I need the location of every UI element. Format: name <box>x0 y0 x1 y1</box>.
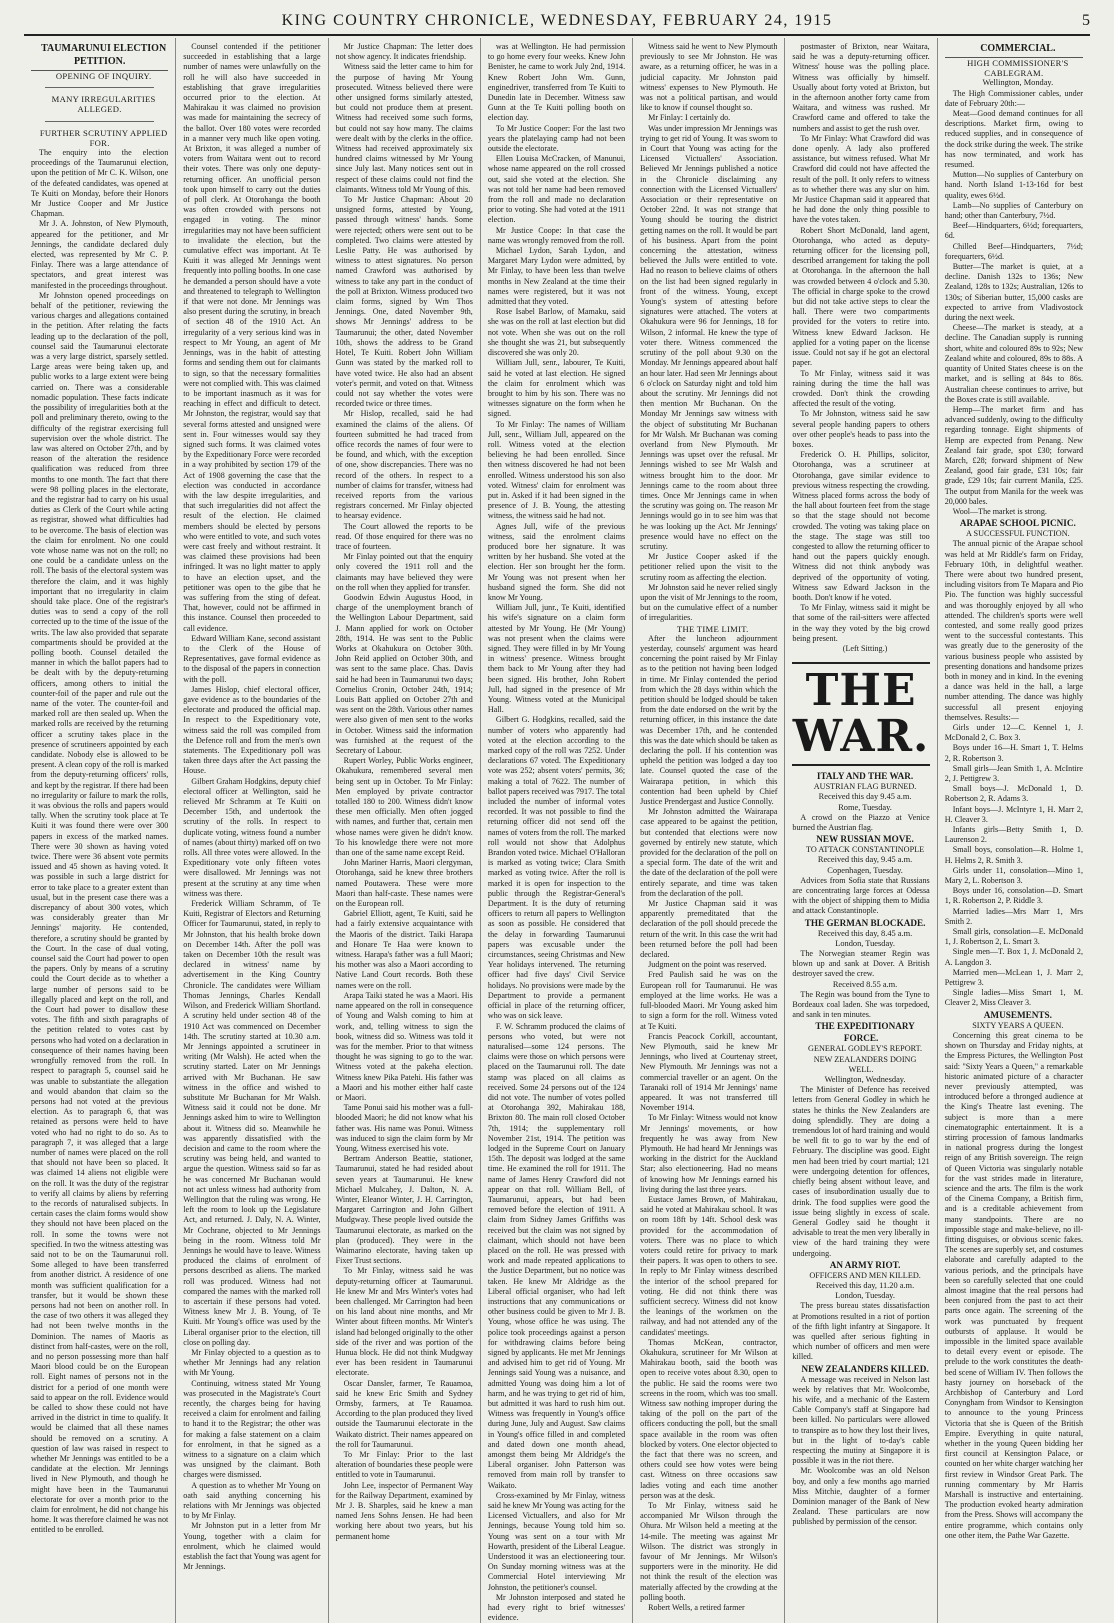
paragraph: Cheese—The market is steady, at a decline. The Canadian supply is running short, white and coloured 89s to 92s; New Zealand white and coloured, 89s to 88s. A quantity of United States cheese is on the market, and is selling at 84s to 86s. Australian cheese continues to arrive, but the Boxes crate is still available. <box>944 323 1083 404</box>
paragraph: Ellen Louisa McCracken, of Manunui, whose name appeared on the roll crossed out, said she voted at the election. She was not told her name had been removed from the roll and made no declaration prior to voting. She had voted at the 1911 election. <box>487 154 626 225</box>
paragraph: Rupert Worley, Public Works engineer, Okahukura, remembered several men being sent up in October. To Mr Finlay: Men employed by private contractor totalled 180 to 200. Witness didn't know these men officially. Men often jogged with names, and further that, certain men whose names were given he didn't know. To his knowledge there were not more than one of the same name except Reid. <box>335 756 473 858</box>
column-5 <box>633 38 785 1623</box>
paragraph: Thomas McKean, contractor, Okahukura, scrutineer for Mr Wilson at Mahirakau booth, said the booth was open to receive votes about 8.30, open to the public. He said the rooms were two screens in the room, which was too small. Witness saw nothing improper during the taking of the poll on the part of the officers conducting the poll, but the small space available in the room was often blocked by voters. One elector objected to the fact that there was no screen, and others could see how votes were being cast. Witness on three occasions saw ladies voting and each time another person was at the desk. <box>640 1337 778 1500</box>
war-subhead: AUSTRIAN FLAG BURNED. <box>813 782 917 792</box>
paragraph: F. W. Schramm produced the claims of persons who voted, but were not naturalised—some 124 persons. The claims were those on which persons were placed on the Taumarunui roll. The date stamp was placed on all claims as received. Some 24 persons out of the 124 did not vote. The number of votes polled at Otorohanga 392, Mahirakau 188, Brixton 80. The main roll closed October 7th, 1914; the supplementary roll November 21st, 1914. The petition was lodged in the Supreme Court on January 15th. The deposit was lodged at the same time. He examined the roll for 1911. The name of James Henry Crawford did not appear on that roll. William Bell, of Taumarunui, appears, but had been removed before the election of 1911. A claim from Sidney James Griffiths was received but the claim was not signed by claimant, which should not have been placed on the roll. He was pressed with work and made repeated applications to the Justice Department, but no notice was taken. He knew Mr Aldridge as the Liberal official organiser, who had left instructions that any communications or other business could be given to Mr J. B. Young, whose office he was using. The police took proceedings against a person for withdrawing claims before being signed by applicants. He met Mr Jennings and advised him to get rid of Young. Mr Jennings said Young was a nuisance, and admitted Young was doing him a lot of harm, and he was trying to get rid of him, but admitted it was hard to rush him out. Witness was frequently in Young's office during June, July and August. Saw claims in Young's office filled in and completed and dated down one month ahead, amongst them being Mr Aldridge's the Liberal organiser. John Patterson was removed from main roll by transfer to Waikato. <box>487 1021 626 1490</box>
paragraph: Mr Justice Chapman: The letter does not show agency. It indicates friendship. <box>335 42 473 62</box>
war-subhead: THE GERMAN BLOCKADE. <box>804 917 926 928</box>
paragraph: Advices from Sofia state that Russians are concentrating large forces at Odessa with the object of shipping them to Midia and attack Constantinople. <box>792 875 930 916</box>
war-subhead: THE EXPEDITIONARY FORCE. <box>815 1021 915 1044</box>
war-subhead: NEW ZEALANDERS KILLED. <box>801 1363 929 1374</box>
paragraph: Judgment on the point was reserved. <box>648 960 767 970</box>
paragraph: To Mr Justice Chapman: About 20 unsigned forms, attested by Young, passed through witness' hands. Some were rejected; others were sent out to be completed. Two claims were attested by Leslie Patty. He was authorised by witness to attest signatures. No person named Crawford was authorised by witness to take any part in the conduct of the poll at Brixton. Witness produced two claim forms, signed by Wm Thos Jennings. One, dated November 9th, shows Mr Jennings' address to be Taumarunui; the other, dated November 10th, shows the address to be Grand Hotel, Te Kuiti. Robert John William Gunn was stated by the marked roll to have voted twice. He also had an absent voter's permit, and voted on that. Witness could not say whether the votes were recorded twice or three times. <box>335 195 473 409</box>
paragraph: Agnes Jull, wife of the previous witness, said the enrolment claims produced bore her signature. It was written by her husband. She voted at the election. Her son brought her the form. Mr Young was not present when her husband signed the form. She did not know Mr Young. <box>487 521 626 602</box>
paragraph: Witness said the letter came to him for the purpose of having Mr Young prosecuted. Witness believed there were other unsigned forms similarly attested, but could not produce them at present. Witness had received some such forms, but could not say how many. The claims were dealt with by the clerks in the office. Witness had received approximately six hundred claims witnessed by Mr Young since July last. Many notices sent out in respect of these claims could not find the claimants. Witness told Mr Young of this. <box>335 62 473 194</box>
dateline: London, Tuesday. <box>835 938 895 948</box>
result-line: Infant boys—J. McIntyre 1, H. Marr 2, H. Cleaver 3. <box>944 804 1083 824</box>
paragraph: Mr Johnston interposed and stated he had every right to brief witnesses' evidence. <box>487 1592 626 1623</box>
dateline: Rome, Tuesday. <box>838 802 892 812</box>
paragraph: Mr Johnston opened proceedings on behalf of the petitioner, reviewing the various charges and allegations contained in the petition. After relating the facts leading up to the declaration of the poll, counsel said the Taumarunui electorate was a very large district, sparsely settled. Large areas were being taken up, and public works to a large extent were being carried on. There was a considerable nomadic population. These facts indicate the possibility of irregularities both at the poll and preliminary thereto, owing to the difficulty of the registrar exercising full supervision over the whole district. The law was altered on October 27th, and by reason of the alteration the residence qualification was reduced from three months to one month. The fact that there were 98 polling places in the electorate, and the registrar had to carry on his usual duties as Clerk of the Court while acting as registrar, showed what difficulties had to be overcome. The basis of election was the claim for enrolment. No one could vote whose name was not on the roll; no one could be a candidate unless on the roll. The basis of the electoral system was therefore the claim, and it was highly important that no irregularity in claim should take place. One of the registrar's duties was to send a copy of the roll corrected up to the time of the issue of the writs. The law also provided that separate compartments should be provided at the polling booth. Counsel detailed the manner in which the ballot papers had to be dealt with by the deputy-returning officers, among others to initial the counter-foil of the paper and rule out the name of the voter. The counter-foil and marked roll are then sealed up. When the marked rolls are received by the returning officer a scrutiny takes place in the presence of scrutineers appointed by each candidate. Nobody else is allowed to be present. A clean copy of the roll is marked from the deputy-returning officers' rolls, and kept by the registrar. If there had been no irregularity or failure to mark the rolls, it was obvious the rolls and papers would tally. When the scrutiny took place at Te Kuiti it was found there were over 300 papers in excess of the marked names. There were 30 shown as having voted twice. There were 36 absent vote permits issued and 45 shown as having voted. It was possible in such a large district for error to take place to a greater extent than usual, but in the present case there was a discrepancy of about 300 votes, which was considerably greater than Mr Jennings' majority. He contended, therefore, a scrutiny should be granted by the Court. In the case of dual voting, counsel said the Court had power to open the papers. Only by means of a scrutiny could the Court decide as to whether a large number of persons said to be illegally placed and kept on the roll, and the Court had power to disallow these votes. The fifth and sixth paragraphs of the petition related to votes cast by persons who had voted on a declaration in consequence of their names having been wrongfully removed from the roll. In respect to paragraph 5, counsel said he was unable to substantiate the allegation and would abandon that claim so the persons had not voted at the previous election. As to paragraph 6, that was retained as persons were held to have voted who had no right to do so. As to paragraph 7, it was alleged that a large number of names were placed on the roll that should not have been so placed. It was claimed 14 aliens not eligible were on the roll. It was the duty of the registrar to verify all claims by aliens by referring to the records of naturalised subjects. In certain cases the claim forms would show they should not have been placed on the roll. In some the towns were not specified. In two the witness attesting was said not to be on the Taumarunui roll. Some alleged to have been transferred from another district. A residence of one month was sufficient qualification for a transfer, but it would be shown these persons had not been on another roll. In the case of two others it was alleged they had not been twelve months in the Dominion. The names of Maoris as distinct from half-castes, were on the roll, and no person possessing more than half Maori blood could be on the European roll. Eight names of persons not in the district for a period of one month were said to appear on the roll. Evidence would be called to show these could not have arrived in the district in time to qualify. It would be claimed that all these names should be removed on a scrutiny. A question of law was raised in respect to whether Mr Jennings was entitled to be a candidate at the election. Mr Jennings lived in New Plymouth, and though he might have been in the Taumarunui electorate for over a month prior to the claim for enrolment, he did not change his home. It was therefore claimed he was not entitled to be enrolled. <box>31 290 169 1535</box>
war-section-banner <box>792 662 929 766</box>
paragraph: Butter—The market is quiet, at a decline. Danish 132s to 136s; New Zealand, 128s to 132s; Australian, 126s to 130s; of Siberian butter, 15,000 casks are expected to arrive from Vladivostock during the next week. <box>944 262 1083 323</box>
article-headline: TAUMARUNUI ELECTION PETITION. <box>31 42 168 71</box>
paragraph: The press bureau states dissatisfaction at Promotions resulted in a riot of portion of the fifth light infantry at Singapore. It was quelled after serious fighting in which number of officers and men were killed. <box>792 1301 930 1362</box>
paragraph: William Jull, senr., labourer, Te Kuiti, said he voted at last election. He signed the claim for enrolment which was brought to him by his son. There was no witnesses signature on the form when he signed. <box>487 358 626 419</box>
paragraph: Was under impression Mr Jennings was trying to get rid of Young. It was sworn to in Court that Young was acting for the Licensed Victuallers' Association. Believed Mr Jennings published a notice in the Chronicle disclaiming any connection with the Licensed Victuallers' Association or their representative on October 22nd. It was not strange that Young should be touring the district getting names on the roll. It would be part of his business. Apart from the point concerning the attestation, witness believed the Julls were entitled to vote. Had no reason to believe claims of others on the list had been signed regularly in front of the witness. Young, except Young's system of attesting before signatures were attached. The voters at Okahukura were 96 for Jennings, 18 for Wilson, 2 informal. He knew the type of voter there. Witness commenced the scrutiny of the poll about 9.30 on the Monday. Mr Jennings appeared about half an hour later. Had seen Mr Jennings about 6 o'clock on Saturday night and told him about the scrutiny. Mr Jennings did not then mention Mr Buchanan. On the Monday Mr Jennings saw witness with the object of substituting Mr Buchanan for Mr Walsh. Mr Buchanan was coming overland from New Plymouth. Mr Jennings was upset over the refusal. Mr Jennings wished to see Mr Walsh and witness brought him to the door. Mr Jennings came to the room about three times. Once Mr Jennings came in when the scrutiny was going on. The reason Mr Jennings would go in to see him was that he was looking up the Act. Mr Jennings' presence would have no effect on the scrutiny. <box>640 123 778 551</box>
paragraph: Concerning this great cinema to be shown on Thursday and Friday nights, at the Empress Pictures, the Wellington Post said: "Sixty Years a Queen," a remarkable historic animated picture of a character never previously attempted, was introduced before a thronged audience at the King's Theatre last evening. The subject is more than a mere cinematographic entertainment. It is a stirring procession of famous landmarks in national progress during the longest reign of any British sovereign. The reign of Queen Victoria was singularly notable for the vast strides made in literature, science and the arts. The film is the work of the Cinema Company, a British firm, and is a creditable achievement from many standpoints. There are no impossible stage and make-believe, no ill-fitting disguises, or obvious scenic fakes. The scenes are superbly set, and costumes elaborate and carefully adapted to the various periods, and the principals have been so carefully selected that one could almost imagine that the real persons had been conjured from the past to act their parts once again. The screening of the work was punctuated by frequent outbursts of applause. It would be impossible in the limited space available to detail every event or episode. The prelude to the work constitutes the death-bed scene of William IV. Then follows the hasty journey on horseback of the Archbishop of Canterbury and Lord Conyngham from Windsor to Kensington to announce to the young Princess Victoria that she is Queen of the British Empire. Everything in quite natural, whether in the young Queen bidding her first council at Kensington Palace, or counted on her white charger watching her first review in Windsor Great Park. The running commentary by Mr Harris Marshall is instructive and entertaining. The production evoked hearty admiration from the Press. Shows will accompany the entire programme, which contains only one other item, the Pathe War Gazette. <box>944 1030 1083 1540</box>
result-line: Small boys, consolation—R. Holme 1, H. Helms 2, R. Smith 3. <box>944 845 1083 865</box>
result-line: Married men—McLean 1, J. Marr 2, Pettigrew 3. <box>944 967 1083 988</box>
paragraph: To Mr Finlay: Witness would not know Mr Jennings' movements, or how frequently he was away from New Plymouth. He had heard Mr Jennings was working in the district for the Auckland Star; also electioneering. Had no means of knowing how Mr Jennings earned his living during the last three years. <box>640 1113 778 1194</box>
paragraph: Eustace James Brown, of Mahirakau, said he voted at Mahirakau school. It was on room 18ft by 14ft. School desk was provided for the accommodation of voters. There was no place to which voters could retire for privacy to mark their papers. It was open to others to see. In reply to Mr Finlay witness described the interior of the school prepared for voting. He did not think there was sufficient secrecy. Witness did not know the leanings of the workmen on the railway, and had not attended any of the candidates' meetings. <box>640 1194 778 1337</box>
paragraph: Mr. Woolcombe was an old Nelson boy, and only a few months ago married Miss Mitchie, daughter of a former Dominion manager of the Bank of New Zealand. These particulars are now published by permission of the censor. <box>792 1466 930 1527</box>
paragraph: Gilbert G. Hodgkins, recalled, said the number of voters who apparently had voted at the election according to the marked copy of the roll was 7252. Under declarations 67 voted. The Expeditionary vote was 252; absent voters' permits, 36; making a total of 7622. The number of ballot papers received was 7917. The total included the number of informal votes recorded. It was not possible to find the returning officer did not send off the names of voters from the roll. The marked roll would not show that Adolphus Brandon voted twice. Michael O'Halloran is marked as voting twice; Clara Smith marked as voting twice. After the roll is marked it is open for inspection to the public through the Registrar-General's Department. It is the duty of returning officers to return all papers to Wellington as soon as possible. He considered that the delay in forwarding Taumarunui papers was excusable under the circumstances, seeing Christmas and New Year holidays intervened. The returning officer had five days' Civil Service holidays. No provisions were made by the Department to provide a permanent official in place of the returning officer, who was on sick leave. <box>487 715 626 1021</box>
paragraph: The Regin was bound from the Tyne to Bordeaux coal laden. She was torpedoed, and sank in ten minutes. <box>792 989 930 1020</box>
paragraph: Rose Isabel Barlow, of Mamaku, said she was on the roll at last election but did not vote. When she was out on the roll she thought she was 21, but subsequently discovered she was only 20. <box>487 307 626 358</box>
commercial-headline: COMMERCIAL. <box>945 42 1083 58</box>
result-line: Single men—T. Box 1, J. McDonald 2, A. Langdon 3. <box>944 947 1083 967</box>
paragraph: A question as to whether Mr Young on oath said anything concerning his relations with Mr Jennings was objected to by Mr Finlay. <box>183 1480 321 1521</box>
picnic-subhead: A SUCCESSFUL FUNCTION. <box>966 529 1070 539</box>
amusements-headline: AMUSEMENTS. <box>983 1009 1052 1020</box>
paragraph: Mr Johnston put in a letter from Mr Young, together with a claim for enrolment, which he claimed would establish the fact that Young was agent for Mr Jennings. <box>183 1521 321 1572</box>
paragraph: Beef—Hindquarters, 6½d; forequarters, 6d. <box>944 221 1083 241</box>
left-sitting-note: (Left Sitting.) <box>842 643 888 653</box>
column-6 <box>785 38 937 1623</box>
paragraph: To Mr Finlay: The names of William Jull, senr., William Jull, appeared on the roll. Witness voted at the election believing he had been enrolled. Since then witness discovered he had not been enrolled. Witness understood his son also voted. Witness' claim for enrolment was put in. Asked if it had been signed in the presence of J. B. Young, the attesting witness, the witness said he had not. <box>487 419 626 521</box>
article-subhead: MANY IRREGULARITIES ALLEGED. <box>51 94 156 115</box>
paragraph: To Mr Finlay: Prior to the last alteration of boundaries these people were entitled to vote in Taumarunui. <box>335 1450 473 1480</box>
paragraph: Lamb—No supplies of Canterbury on hand; other than Canterbury, 7½d. <box>944 200 1083 221</box>
paragraph: Meat—Good demand continues for all descriptions. Market firm, owing to reduced supplies, and in consequence of the dock strike during the week. The strike has now terminated, and work has resumed. <box>944 109 1084 170</box>
paragraph: Robert Wells, a retired farmer <box>648 1603 745 1613</box>
dateline: Wellington, Monday. <box>982 78 1054 88</box>
paragraph: The Court allowed the reports to be read. Of those enquired for there was no trace of fourteen. <box>335 521 473 551</box>
paragraph: The Norwegian steamer Regin was blown up and sank at Dover. A British destroyer saved the crew. <box>792 949 930 979</box>
article-subhead: FURTHER SCRUTINY APPLIED FOR. <box>39 127 168 148</box>
paragraph: Hemp—The market firm and has advanced suddenly, owing to the difficulty regarding tonnage. Eight shipments of Hemp are expected from Penang. New Zealand fair grade, spot £30; forward March, £28; forward shipment of New Zealand, good fair grade, £31 10s; fair grade, £29 10s; fair current Manila, £25. The output from Manila for the week was 20,000 bales. <box>944 404 1083 506</box>
paragraph: Gabriel Elliott, agent, Te Kuiti, said he had a fairly extensive acquaintance with the Maoris of the district. Taiki Harapa and Honare Te Haa were known to witness. Harapa's father was a full Maori; his mother was also a Maori according to Native Land Court records. Both these names were on the roll. <box>335 909 473 990</box>
paragraph: Chilled Beef—Hindquarters, 7½d; forequarters, 6½d. <box>944 241 1083 261</box>
paragraph: William Jull, junr., Te Kuiti, identified his wife's signature on a claim form attested by Mr Young. He (Mr Young) was not present when the claims were signed. They were filled in by Mr Young in witness' presence. Witness brought them back to Mr Young after they had been signed. His brother, John Robert Jull, had signed in the presence of Mr Young. Witness voted at the Municipal Hall. <box>487 603 626 715</box>
newspaper-title: KING COUNTRY CHRONICLE, WEDNESDAY, FEBRUARY 24, 1915 <box>281 12 833 29</box>
war-subhead: NEW RUSSIAN MOVE. <box>816 834 914 845</box>
result-line: Girls under 12—C. Kennel 1, J. McDonald 2, C. Box 3. <box>944 723 1083 743</box>
paragraph: Wool—The market is strong. <box>952 506 1047 516</box>
result-line: Single ladies—Miss Smart 1, M. Cleaver 2, Miss Cleaver 3. <box>944 988 1083 1008</box>
paragraph: After the luncheon adjournment yesterday, counsels' argument was heard concerning the point raised by Mr Finlay as to the petition not having been lodged in time. Mr Finlay contended the period from which the 28 days within which the petition should be lodged should be taken from the date endorsed on the writ by the returning officer, in this instance the date was December 17th, and he contended this was the date which should be taken as declaring the poll. If his contention was upheld the petition was lodged a day too late. Counsel quoted the case of the Wairarapa petition, in which this contention had been upheld by Chief Justice Prendergast and Justice Connolly. <box>640 633 778 807</box>
paragraph: Mr Finlay pointed out that the enquiry only covered the 1911 roll and the claimants may have believed they were on the roll when they applied for transfer. <box>335 552 473 592</box>
war-title: THE WAR. <box>792 665 930 763</box>
paragraph: Continuing, witness stated Mr Young was prosecuted in the Magistrate's Court recently, the charges being for having received a claim for enrolment and failing to hand it to the Registrar; the other was for making a false statement on a claim for enrolment, in that he signed as a witness to a signature on a claim which was unsigned by the claimant. Both charges were dismissed. <box>183 1378 321 1480</box>
war-subhead: GENERAL GODLEY'S REPORT. <box>808 1044 923 1054</box>
paragraph: Mr Justice Chapman said it was apparently premeditated that the declaration of the poll should precede the return of the writ. In this case the writ had been returned before the poll had been declared. <box>640 899 778 960</box>
column-7 <box>938 38 1090 1623</box>
paragraph: Oscar Dansler, farmer, Te Rauamoa, said he knew Eric Smith and Sydney Ormsby, farmers, at Te Rauamoa. According to the plan produced they lived outside the Taumarunui electorate in the Waikato district. Their names appeared on the roll for Taumarunui. <box>335 1378 473 1449</box>
paragraph: Witness said he went to New Plymouth previously to see Mr Johnston. He was aware, as a returning officer, he was in a judicial capacity. Mr Johnston paid witness' expenses to New Plymouth. He was not a political partisan, and would like to know if counsel thought so. <box>640 42 778 113</box>
paragraph: Robert Short McDonald, land agent, Otorohanga, who acted as deputy-returning officer for the licensing poll, described arrangement for taking the poll at Otorohanga. In the afternoon the hall was crowded between 4 o'clock and 5.30. The official in charge spoke to the crowd but did not take active steps to clear the hall. There were two compartments provided for the voters to retire into. Witness knew Edward Jackson. He applied for a voting paper on the license issue. Could not say if he got an electoral paper. <box>792 225 930 368</box>
paragraph: A crowd on the Piazzo at Venice burned the Austrian flag. <box>792 812 930 832</box>
paragraph: Gilbert Graham Hodgkins, deputy chief electoral officer at Wellington, said he relieved Mr Schramm at Te Kuiti on December 15th, and undertook the scrutiny of the rolls. In respect to duplicate voting, witness found a number of names (about thirty) marked off on two rolls. All three votes were allowed. In the Expeditionary vote only fifteen votes were disallowed. Mr Jennings was not present at the scrutiny at any time when witness was there. <box>183 776 321 898</box>
result-line: Small girls, consolation—E. McDonald 1, J. Robertson 2, L. Smart 3. <box>944 927 1083 947</box>
paragraph: Arapa Taiki stated he was a Maori. His name appeared on the roll in consequence of Young and Walsh coming to him at work, and, telling witness to sign the book, witness did so. Witness was told it was for the member. Prior to that witness thought he was signing to go to the war. Witness voted at the pakeha election. Witness knew Pika Patehi. His father was a Maori and his mother either half caste or Maori. <box>335 990 473 1102</box>
masthead <box>24 4 1090 36</box>
paragraph: Mr Johnston admitted the Wairarapa case appeared to be against the petition, but contended that elections were now governed by entirely new statute, which provided for the declaration of the poll on a special form. The date of the writ and the date of the declaration of the poll were entirely separate, and time was taken from the declaration of the poll. <box>640 807 778 898</box>
paragraph: Fred Paulish said he was on the European roll for Taumarunui. He was employed at the lime works. He was a full-blooded Maori. Mr Young asked him to sign a form for the roll. Witness voted at Te Kuiti. <box>640 970 778 1031</box>
dateline: Wellington, Wednesday. <box>824 1075 906 1085</box>
paragraph: To Mr Finlay, witness said it might be that some of the rail-sitters were affected in the way they voted by the big crowd being present. <box>792 603 930 643</box>
paragraph: The High Commissioner cables, under date of February 20th:— <box>944 88 1083 108</box>
column-3 <box>329 38 481 1623</box>
paragraph: Cross-examined by Mr Finlay, witness said he knew Mr Young was acting for the Licensed Victuallers, and also for Mr Jennings, because Young told him so. Young was sent on a tour with Mr Howarth, president of the Liberal League. Understood it was an electioneering tour. On Sunday morning witness was at the Commercial Hotel interviewing Mr Johnston, the petitioner's counsel. <box>487 1490 626 1592</box>
paragraph: The enquiry into the election proceedings of the Taumarunui election, upon the petition of Mr C. K. Wilson, one of the defeated candidates, was opened at Te Kuiti on Monday, before their Honors Mr Justice Cooper and Mr Justice Chapman. <box>31 148 169 219</box>
article-subhead: OPENING OF INQUIRY. <box>55 71 152 81</box>
result-line: Infants girls—Betty Smith 1, D. Laurenson 2. <box>944 825 1083 845</box>
paragraph: postmaster of Brixton, near Waitara, said he was a deputy-returning officer. Witness' house was the polling place. Witness was officially by himself. Usually about forty voted at Brixton, but in the afternoon another forty came from Waitara, and witness was rushed. Mr Crawford came and offered to take the numbers and assist to get the rush over. <box>792 42 930 133</box>
paragraph: To Mr Finlay, witness said it was raining during the time the hall was crowded. Don't think the crowding affected the result of the voting. <box>792 368 930 409</box>
paragraph: Frederick William Schramm, of Te Kuiti, Registrar of Electors and Returning Officer for Taumarunui, stated, in reply to Mr Johnston, that his health broke down on December 14th. After the poll was taken on December 10th the result was declared in witness' name by advertisement in the King Country Chronicle. The candidates were William Thomas Jennings, Charles Kendall Wilson, and Frederick William Shortland. A scrutiny held under section 48 of the 1910 Act was commenced on December 14th. The scrutiny started at 10.30 a.m. Mr Jennings appointed a scrutineer in writing (Mr Walsh). He acted when the scrutiny started. Later on Mr Jennings arrived with Mr Buchanan. He saw witness in the office and wished to substitute Mr Buchanan for Mr Walsh. Witness said it could not be done. Mr Jennings asked him to wire to Wellington about it. Witness did so. Meanwhile he was apparently dissatisfied with the decision and came to the room where the scrutiny was being held, and wanted to argue the question. Witness said so far as he was concerned Mr Buchanan would not act unless witness had authority from Wellington that the ruling was wrong. He left the room to look up the Legislature Act, and returned. J. Daly, N. A. Winter, Mr Cochrane, objected to Mr Jennings being in the room. Witness told Mr Jennings he would have to leave. Witness produced the claims of enrolment of persons described as aliens. The marked roll was produced. Witness had not compared the names with the marked roll to ascertain if these persons had voted. Witness knew Mr J. B. Young, of Te Kuiti. Mr Young's office was used by the Liberal organiser prior to the election, till close on polling day. <box>183 899 321 1347</box>
dateline: Received this day, 9.45 a.m. <box>817 855 913 865</box>
result-line: Boys under 16—H. Smart 1, T. Helms 2, R. Robertson 3. <box>944 743 1083 763</box>
paragraph: Mr Hislop, recalled, said he had examined the claims of the aliens. Of fourteen submitted he had traced from office records the names of four were to be found, and which, with the exception of one, show discrepancies. There was no record of the others. In respect to a number of claims for transfer, witness had received reports from the various registrars concerned. Mr Finlay objected to hearsay evidence. <box>335 409 473 521</box>
divider <box>45 121 154 122</box>
section-subhead: THE TIME LIMIT. <box>676 623 749 634</box>
paragraph: The Minister of Defence has received letters from General Godley in which he states he thinks the New Zealanders are doing splendidly. They are doing a tremendous lot of hard training and would be well fit to go to war by the end of February. The discipline was good. Eight men had been tried by court martial; 121 were undergoing detention for offences, chiefly being absent without leave, and cases of insubordination usually due to drink. The food supplies were good the issue being slightly in excess of scale. General Godley said he thought it advisable to treat the men very liberally in view of the hard training they were undergoing. <box>792 1085 930 1258</box>
paragraph: To Mr Finlay, witness said he was deputy-returning officer at Taumarunui. He knew Mr and Mrs Winter's votes had been challenged. Mr Carrington had been on his land about nine months, and Mr Winter about fifteen months. Mr Winter's island had belonged originally to the other side of the river and was portion of the Hunua block. He did not think Mudgway ever has been resident in Taumarunui electorate. <box>335 1266 473 1378</box>
war-subhead: AN ARMY RIOT. <box>829 1259 901 1270</box>
dateline: Received this day 9.45 a.m. <box>818 792 912 802</box>
paragraph: Mutton—No supplies of Canterbury on hand. North Island 1-13-16d for best quality, ewes 6½d. <box>944 170 1083 200</box>
column-2 <box>176 38 328 1623</box>
page-number: 5 <box>1082 12 1090 29</box>
war-subhead: NEW ZEALANDERS DOING WELL. <box>813 1054 917 1074</box>
paragraph: Counsel contended if the petitioner succeeded in establishing that a large number of names were unlawfully on the roll he will also have succeeded in establishing that grave irregularities occurred prior to the election. At Mahirakau it was claimed no provision was made for maintaining the secrecy of the ballot. Over 180 votes were recorded in a manner very much like open voting. At Brixton, it was alleged a number of voters from Waitara went out to record their votes. There was only one deputy-returning officer. An unofficial person took upon himself to carry out the duties of poll clerk. At Otorohanga the booth was often crowded with persons not engaged in voting. The minor irregularities may not have been sufficient to invalidate the election, but the cumulative effect was important. At Te Kuiti it was alleged Mr Jennings went frequently into polling booths. In one case he demanded a person should have a vote and threatened to telegraph to Wellington if that were not done. Mr Jennings was also present during the scrutiny, in breach of section 48 of the 1910 Act. An irregularity of a very serious kind was in respect to Mr Young, an agent of Mr Jennings, was in the habit of attesting forms and sending them out for claimants to sign, so that the necessary formalities were not complied with. This was claimed to be important inasmuch as it was for reaching in effect and difficult to detect. Mr Johnston, the registrar, would say that several forms attested and unsigned were sent in. Four witnesses would say they signed such forms. It was claimed votes by the Expeditionary Force were recorded in a way prohibited by section 179 of the Act of 1908 governing the case that the election was conducted in accordance with the law despite irregularities, and that such irregularities did not affect the result of the election. He claimed members should be elected by persons who were entitled to vote, and such votes were cast freely and without restraint. It was claimed these provisions had been infringed. It was no light matter to apply to have an election upset, and the petitioner was open to the gibe that he was suffering from the sting of defeat. That, however, could not be affirmed in this instance. Counsel then proceeded to call evidence. <box>183 42 321 633</box>
dateline: Received this day, 8.45 a.m. <box>817 928 913 938</box>
paragraph: John Mariner Harris, Maori clergyman, Otorohanga, said he knew three brothers named Poutawera. These were more Maori than half-caste. These names were on the European roll. <box>335 858 473 909</box>
paragraph: Edward William Kane, second assistant to the Clerk of the House of Representatives, gave formal evidence as to the disposal of the papers in connection with the poll. <box>183 633 321 684</box>
paragraph: Mr Finlay: I certainly do. <box>648 113 731 123</box>
dateline: Copenhagen, Tuesday. <box>827 865 903 875</box>
paragraph: To Mr Finlay, witness said he accompanied Mr Wilson through the Ohura. Mr Wilson held a meeting at the 14-mile. The meeting was against Mr Wilson. The district was strongly in favour of Mr Jennings. Mr Wilson's supporters were in the minority. He did not think the result of the election was materially affected by the crowding at the polling booth. <box>640 1501 778 1602</box>
paragraph: John Lee, inspector of Permanent Way for the Railway Department, examined by Mr J. B. Sharples, said he knew a man named Jens Sohns Jensen. He had been working here about two years, but his permanent home <box>335 1480 473 1541</box>
column-1 <box>24 38 176 1623</box>
paragraph: To Mr Finlay: What Crawford did was done openly. A lady also proffered assistance, but witness refused. What Mr Crawford did could not have affected the result of the poll. It only refers to witness as to whether there was any slur on him. Mr Justice Chapman said it appeared that he had done the only thing possible to have the votes taken. <box>792 133 930 225</box>
result-line: Married ladies—Mrs Marr 1, Mrs Smith 2. <box>944 906 1083 926</box>
paragraph: Francis Peacock Corkill, accountant, New Plymouth, said he knew Mr Jennings, who lived at Courtenay street, New Plymouth. Mr Jennings was not a commercial traveller or an agent. On the Taranaki roll of 1914 Mr Jennings' name appeared. It was not transferred till November 1914. <box>640 1031 778 1113</box>
commercial-subhead: HIGH COMMISSIONER'S CABLEGRAM. <box>967 58 1069 79</box>
paragraph: To Mr Johnston, witness said he saw several people handing papers to others over other people's heads to pass into the boxes. <box>792 409 930 449</box>
page-columns <box>24 38 1090 1623</box>
dateline: Received 8.55 a.m. <box>832 979 898 989</box>
paragraph: Mr Finlay objected to a question as to whether Mr Jennings had any relation with Mr Young. <box>183 1348 321 1378</box>
result-line: Small girls—Jean Smith 1, A. McIntire 2, J. Pettigrew 3. <box>944 763 1083 784</box>
paragraph: Goodwin Edwin Augustus Hood, in charge of the unemployment branch of the Wellington Labour Department, said J. Mann applied for work on October 28th, 1914. He was sent to the Public Works at Okahukura on October 30th. John Reid applied on October 30th, and was sent to the same place. Chas. Davis said he had been in Taumarunui two days; Cornelius Cronin, October 24th, 1914; Louis Batt applied on October 27th and was sent on the 28th. Various other names were also given of men sent to the works in October. Witness said the information was furnished at the request of the Secretary of Labour. <box>335 592 473 756</box>
dateline: Received this day, 11.20 a.m. <box>815 1280 915 1290</box>
paragraph: Tame Ponui said his mother was a full-blooded Maori; he did not know what his father was. His name was Ponui. Witness was induced to sign the claim form by Mr Young. Witness exercised his vote. <box>335 1103 473 1153</box>
result-line: Boys under 16, consolation—D. Smart 1, R. Robertson 2, P. Riddle 3. <box>944 886 1083 906</box>
paragraph: Michael Lydon, Sarah Lydon, and Margaret Mary Lydon were admitted, by Mr Finlay, to have been less than twelve months in New Zealand at the time their names were registered, but it was not admitted that they voted. <box>487 246 626 307</box>
paragraph: Mr Johnston said he never relied singly upon the visit of Mr Jennings to the room, but on the cumulative effect of a number of irregularities. <box>640 582 778 623</box>
picnic-headline: ARAPAE SCHOOL PICNIC. <box>959 518 1076 529</box>
paragraph: Mr Justice Coope: In that case the name was wrongly removed from the roll. <box>487 225 626 245</box>
paragraph: The annual picnic of the Arapae school was held at Mr Riddle's farm on Friday, February 10th, in delightful weather. There were about two hundred present, including visitors from Te Mapara and Pio Pio. The function was highly successful and was thoroughly enjoyed by all who attended. The children's sports were well contested, and some really good prizes went to the successful contestants. This was greatly due to the generosity of the various business people who assisted by presenting donations and handsome prizes both in money and in kind. In the evening a dance was held in the hall, a large number attending. The dance was highly successful all present enjoying themselves. Results:— <box>944 539 1083 722</box>
paragraph: A message was received in Nelson last week by relatives that Mr. Woolcombe, his wife, and a mechanic of the Eastern Cable Company's staff at Singapore had been killed. No particulars were allowed to transpire as to how they lost their lives, but in the light of to-day's cable respecting the mutiny at Singapore it is possible it was in the riot there. <box>792 1374 930 1466</box>
divider <box>45 87 154 88</box>
war-subhead: ITALY AND THE WAR. <box>816 771 914 782</box>
amusements-subhead: SIXTY YEARS A QUEEN. <box>972 1020 1064 1030</box>
paragraph: was at Wellington. He had permission to go home every four weeks. Knew John Benister, he came to work July 2nd, 1914. Knew Robert John Wm. Gunn, enginedriver, transferred from Te Kuiti to Dunedin late in December. Witness saw Gunn at the Te Kuiti polling booth on election day. <box>487 42 626 123</box>
paragraph: Frederick O. H. Phillips, solicitor, Otorohanga, was a scrutineer at Otorohanga, gave similar evidence to previous witness respecting the crowding. Witness placed forms across the body of the hall about fourteen feet from the stage so that the stage should not become crowded. The voting was taking place on the stage. The stage was still too congested to allow the returning officer to hand out the papers quickly enough. Witness did not think anybody was deprived of the opportunity of voting. Witness saw Edward Jackson in the booth. Don't know if he voted. <box>792 450 930 602</box>
war-subhead: OFFICERS AND MEN KILLED. <box>809 1270 921 1280</box>
paragraph: Bertram Anderson Beattie, stationer, Taumarunui, stated he had resided about seven years at Taumarunui. He knew Michael Mulcahey, J. Dalton, N. A. Winter, Eleanor Winter, J. H. Carrington, Margaret Carrington and John Gilbert Mudgway. These people lived outside the Taumarunui electorate, as marked on the plan (produced). They were in the Waimarino electorate, having taken up Fixer Trust sections. <box>335 1154 473 1266</box>
paragraph: James Hislop, chief electoral officer, gave evidence as to the boundaries of the electorate and produced the official map. In respect to the Expeditionary vote, witness said the roll was compiled from the Defence roll and from the men's own statements. The Expeditionary poll was taken three days after the Act passing the House. <box>183 684 321 776</box>
result-line: Girls under 11, consolation—Mino 1, Mary 2, L. Robertson 3. <box>944 865 1083 886</box>
dateline: London, Tuesday. <box>835 1291 895 1301</box>
war-subhead: TO ATTACK CONSTANTINOPLE <box>805 845 925 855</box>
paragraph: Mr J. A. Johnston, of New Plymouth, appeared for the petitioner, and Mr Jennings, the candidate declared duly elected, was represented by Mr C. P. Finlay. There was a large attendance of spectators, and great interest was manifested in the proceedings throughout. <box>31 219 169 290</box>
paragraph: To Mr Justice Cooper: For the last two years the platelaying camp had not been outside the electorate. <box>487 123 626 154</box>
result-line: Small boys—J. McDonald 1, D. Robertson 2, R. Adams 3. <box>944 784 1083 804</box>
paragraph: Mr Justice Cooper asked if the petitioner relied upon the visit to the scrutiny room as affecting the election. <box>640 552 778 582</box>
column-4 <box>481 38 633 1623</box>
